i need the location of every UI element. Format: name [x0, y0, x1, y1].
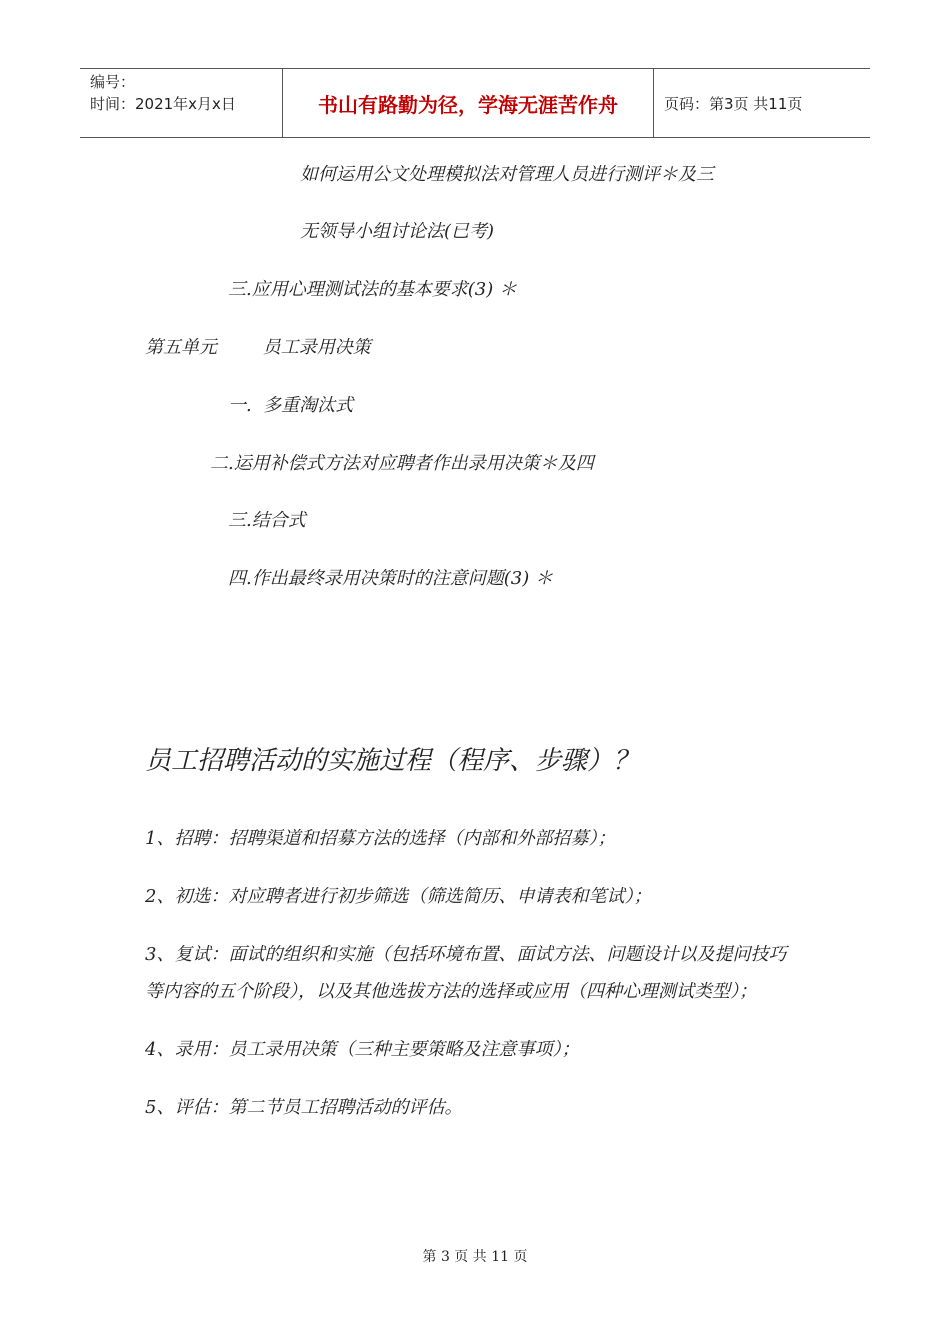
time-label: 时间：2021年x月x日 — [90, 95, 236, 113]
step-item: 5、评估：第二节员工招聘活动的评估。 — [145, 1097, 463, 1118]
document-header — [80, 68, 870, 138]
step-item: 3、复试：面试的组织和实施（包括环境布置、面试方法、问题设计以及提问技巧 — [145, 944, 787, 965]
unit-title: 第五单元 员工录用决策 — [145, 337, 371, 358]
number-label: 编号： — [90, 73, 136, 91]
outline-line: 如何运用公文处理模拟法对管理人员进行测评＊及三 — [300, 164, 714, 185]
outline-line: 一. 多重淘汰式 — [228, 395, 354, 416]
header-page-info: 页码：第3页 共11页 — [664, 94, 803, 113]
header-meta — [80, 69, 282, 137]
outline-line: 二.运用补偿式方法对应聘者作出录用决策＊及四 — [210, 453, 594, 474]
page-footer: 第 3 页 共 11 页 — [422, 1249, 528, 1265]
step-item: 1、招聘：招聘渠道和招募方法的选择（内部和外部招募）； — [145, 828, 616, 849]
step-item: 4、录用：员工录用决策（三种主要策略及注意事项）； — [145, 1039, 580, 1060]
header-motto: 书山有路勤为径，学海无涯苦作舟 — [282, 69, 654, 137]
outline-line: 三.应用心理测试法的基本要求(3) ＊ — [228, 279, 517, 300]
outline-line: 无领导小组讨论法(已考) — [300, 221, 495, 242]
step-item: 2、初选：对应聘者进行初步筛选（筛选简历、申请表和笔试）； — [145, 886, 652, 907]
outline-line: 四.作出最终录用决策时的注意问题(3) ＊ — [228, 568, 553, 589]
outline-line: 三.结合式 — [228, 510, 306, 531]
step-item-continued: 等内容的五个阶段），以及其他选拔方法的选择或应用（四种心理测试类型）； — [145, 981, 757, 1002]
question-title: 员工招聘活动的实施过程（程序、步骤）？ — [145, 746, 640, 776]
